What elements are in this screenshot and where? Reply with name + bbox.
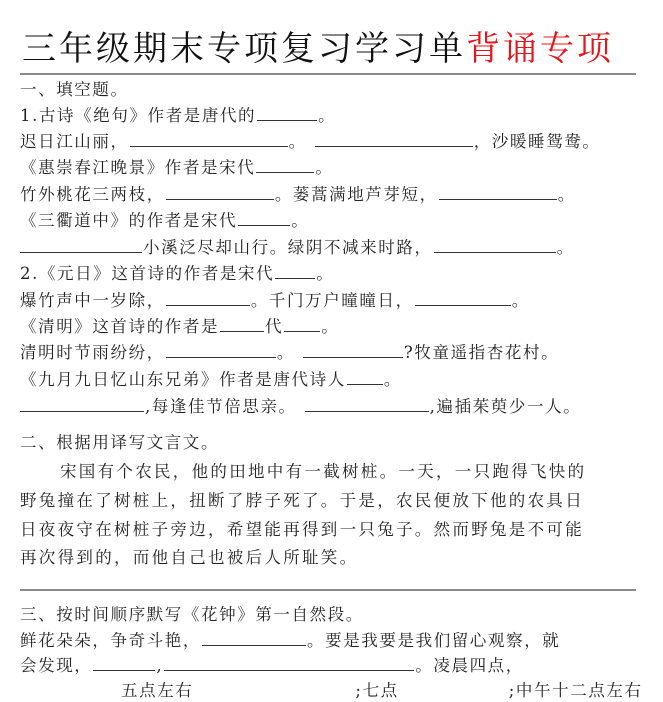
answer-blank[interactable] — [93, 655, 155, 671]
line-text: 鲜花朵朵，争奇斗艳， — [20, 631, 201, 650]
section1-heading: 一、填空题。 — [20, 80, 129, 99]
answer-blank[interactable] — [415, 290, 511, 306]
line-text: 。 — [383, 370, 402, 389]
line-text: 《惠崇春江晚景》作者是宋代 — [20, 158, 256, 177]
answer-blank[interactable] — [166, 184, 274, 200]
line-text: 。 — [316, 264, 335, 283]
answer-blank[interactable] — [202, 630, 306, 646]
s1-line-1 — [20, 105, 336, 127]
answer-blank[interactable] — [238, 210, 290, 226]
line-text: 《三衢道中》的作者是宋代 — [20, 211, 238, 230]
answer-blank[interactable] — [20, 396, 144, 412]
line-text: 。 — [276, 343, 295, 362]
line-text: 小溪泛尽却山行。绿阴不减来时路， — [143, 238, 433, 257]
line-text: , — [156, 656, 164, 675]
answer-blank[interactable] — [434, 237, 556, 253]
line-text: 。 — [557, 185, 576, 204]
answer-blank[interactable] — [20, 681, 120, 696]
answer-blank[interactable] — [315, 131, 473, 147]
s1-line-7 — [20, 263, 334, 285]
title-highlight: 背诵专项 — [466, 29, 614, 69]
line-text: 清明时节雨纷纷， — [20, 343, 165, 362]
answer-blank[interactable] — [303, 342, 403, 358]
line-text: 。 — [291, 211, 310, 230]
line-text: ;七点 — [355, 681, 399, 700]
line-text: 。 — [288, 132, 307, 151]
line-text: 。凌晨四点， — [415, 656, 524, 675]
line-text: 爆竹声中一岁除， — [20, 291, 165, 310]
answer-blank[interactable] — [166, 342, 276, 358]
line-text: 2.《元日》这首诗的作者是宋代 — [20, 264, 275, 283]
s1-line-12 — [20, 396, 581, 418]
answer-blank[interactable] — [305, 396, 429, 412]
s1-line-11 — [20, 369, 402, 391]
s1-line-9 — [20, 316, 339, 338]
line-text: 。蒌蒿满地芦芽短， — [274, 185, 438, 204]
line-text: ,遍插茱萸少一人。 — [429, 397, 582, 416]
s3-line-3 — [20, 680, 643, 702]
line-text: 。 — [321, 317, 340, 336]
s1-line-5 — [20, 210, 309, 232]
section2-heading: 二、根据用译写文言文。 — [20, 433, 220, 452]
answer-blank[interactable] — [256, 157, 314, 173]
answer-blank[interactable] — [284, 316, 320, 332]
answer-blank[interactable] — [194, 681, 354, 696]
line-text: 迟日江山丽， — [20, 132, 129, 151]
s2-paragraph-line-1: 宋国有个农民，他的田地中有一截树桩。一天，一只跑得飞快的 — [60, 462, 587, 481]
s3-line-1 — [20, 630, 560, 652]
line-text: 会发现， — [20, 656, 93, 675]
answer-blank[interactable] — [400, 681, 508, 696]
s2-paragraph-line-4: 再次得到的，而他自己也被后人所耻笑。 — [20, 548, 359, 567]
line-text: ;中午十二点左右 — [508, 681, 643, 700]
s1-line-10 — [20, 342, 559, 364]
line-text: ,每逢佳节倍思亲。 — [145, 397, 297, 416]
line-text: 五点左右 — [121, 681, 194, 700]
line-text: ?牧童遥指杏花村。 — [403, 343, 560, 362]
s2-paragraph-line-3: 日夜夜守在树桩子旁边，希望能再得到一只兔子。然而野兔是不可能 — [20, 520, 584, 539]
s1-line-2 — [20, 131, 600, 153]
title-main: 三年级期末专项复习学习单 — [22, 29, 466, 69]
page-title — [22, 26, 642, 72]
answer-writing-line[interactable] — [20, 589, 636, 591]
line-text: 。 — [511, 291, 530, 310]
answer-blank[interactable] — [275, 263, 315, 279]
answer-blank[interactable] — [439, 184, 557, 200]
line-text: ，沙暖睡鸳鸯。 — [473, 132, 601, 151]
line-text: 。要是我要是我们留心观察，就 — [307, 631, 561, 650]
s2-paragraph-line-2: 野兔撞在了树桩上，扭断了脖子死了。于是，农民便放下他的农具日 — [20, 491, 584, 510]
answer-blank[interactable] — [257, 105, 317, 121]
answer-blank[interactable] — [20, 237, 142, 253]
answer-blank[interactable] — [347, 369, 383, 385]
answer-blank[interactable] — [166, 290, 250, 306]
line-text: 。千门万户曈曈日， — [250, 291, 414, 310]
line-text: 竹外桃花三两枝， — [20, 185, 165, 204]
line-text: 1.古诗《绝句》作者是唐代的 — [20, 106, 257, 125]
line-text: 《清明》这首诗的作者是 — [20, 317, 220, 336]
line-text: 。 — [315, 158, 334, 177]
title-divider — [20, 73, 636, 75]
s1-line-8 — [20, 290, 530, 312]
line-text: 《九月九日忆山东兄弟》作者是唐代诗人 — [20, 370, 346, 389]
s1-line-3 — [20, 157, 333, 179]
section3-heading: 三、按时间顺序默写《花钟》第一自然段。 — [20, 605, 364, 624]
line-text: 。 — [556, 238, 575, 257]
answer-blank[interactable] — [130, 131, 288, 147]
s1-line-4 — [20, 184, 576, 206]
answer-blank[interactable] — [164, 655, 414, 671]
answer-blank[interactable] — [220, 316, 264, 332]
line-text: 。 — [318, 106, 337, 125]
s1-line-6 — [20, 237, 575, 259]
line-text: 代 — [265, 317, 284, 336]
s3-line-2 — [20, 655, 524, 677]
